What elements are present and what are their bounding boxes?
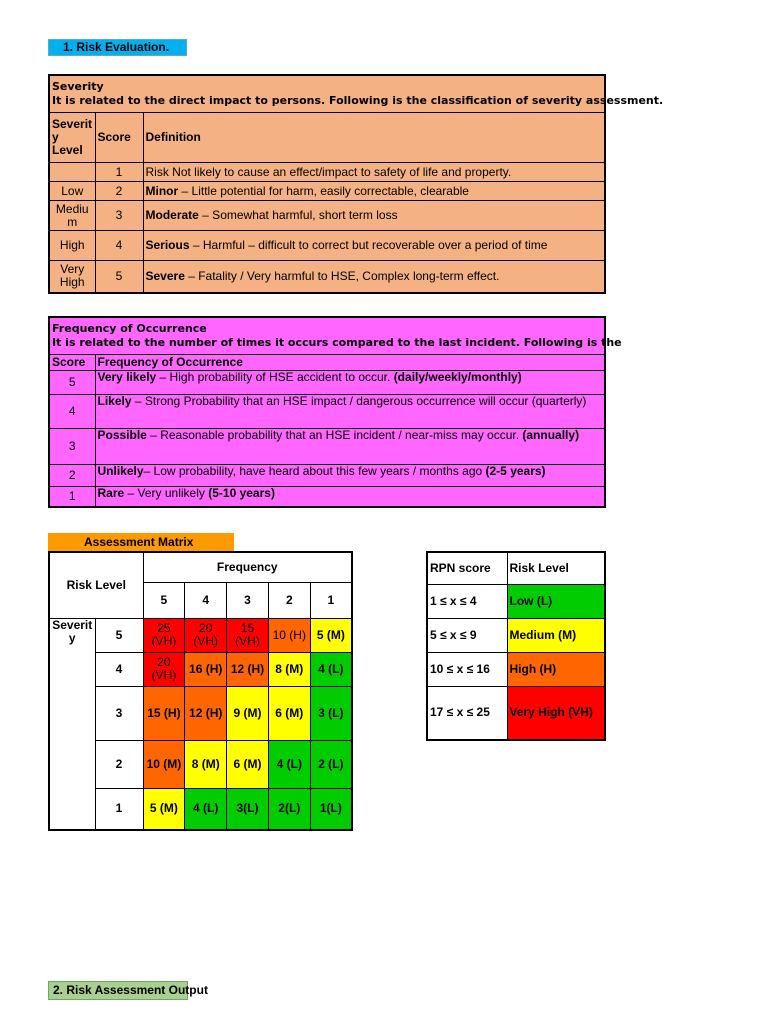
frequency-score: 3 <box>49 429 95 465</box>
severity-row <box>49 231 605 261</box>
severity-row <box>49 182 605 201</box>
section-2-heading: 2. Risk Assessment Output <box>48 981 188 1000</box>
severity-term: Moderate <box>145 208 199 222</box>
severity-term: Serious <box>145 238 190 252</box>
frequency-period: (5-10 years) <box>208 486 275 500</box>
rpn-level: Medium (M) <box>507 618 605 652</box>
severity-row <box>49 261 605 293</box>
frequency-col-occurrence: Frequency of Occurrence <box>95 355 605 371</box>
matrix-cell: 6 (M) <box>227 740 269 788</box>
severity-table <box>48 74 664 294</box>
matrix-cell: 8 (M) <box>185 740 227 788</box>
matrix-cell: 4 (L) <box>310 652 352 686</box>
matrix-cell: 12 (H) <box>185 686 227 740</box>
frequency-definition <box>95 487 605 507</box>
rpn-level: High (H) <box>507 652 605 686</box>
rpn-range: 10 ≤ x ≤ 16 <box>427 652 507 686</box>
severity-definition-text: – Harmful – difficult to correct but recoverable over a period of time <box>189 238 548 252</box>
frequency-definition <box>95 465 605 487</box>
frequency-period: (2-5 years) <box>485 464 546 478</box>
frequency-term: Unlikely <box>97 464 144 478</box>
matrix-cell: 5 (M) <box>143 788 185 830</box>
frequency-definition <box>95 371 605 395</box>
matrix-cell: 6 (M) <box>268 686 310 740</box>
rpn-range: 5 ≤ x ≤ 9 <box>427 618 507 652</box>
rpn-table <box>426 551 606 741</box>
frequency-header <box>49 317 622 355</box>
frequency-col-score: Score <box>49 355 95 371</box>
severity-header <box>49 75 664 113</box>
frequency-definition-text: – Very unlikely <box>124 486 209 500</box>
severity-row <box>49 163 605 182</box>
severity-row-header: 2 <box>95 740 143 788</box>
matrix-cell: 15 (VH) <box>227 618 269 652</box>
frequency-period: (daily/weekly/monthly) <box>393 370 522 384</box>
section-1-heading: 1. Risk Evaluation. <box>48 39 187 56</box>
severity-score: 3 <box>95 201 143 231</box>
frequency-score: 1 <box>49 487 95 507</box>
frequency-definition <box>95 429 605 465</box>
matrix-cell: 9 (M) <box>227 686 269 740</box>
severity-col-level: Severit y Level <box>49 113 95 163</box>
frequency-description: It is related to the number of times it occurs compared to the last incident. Following is the <box>52 336 622 349</box>
matrix-cell: 3 (L) <box>310 686 352 740</box>
frequency-period: (annually) <box>522 428 580 442</box>
matrix-cell: 12 (H) <box>227 652 269 686</box>
risk-level-label: Risk Level <box>49 552 143 618</box>
frequency-row <box>49 487 605 507</box>
severity-definition <box>143 231 605 261</box>
severity-definition-text: Risk Not likely to cause an effect/impact to safety of life and property. <box>145 164 512 179</box>
severity-title: Severity <box>52 80 104 93</box>
severity-level <box>49 163 95 182</box>
severity-definition-text: – Fatality / Very harmful to HSE, Complex long-term effect. <box>184 268 500 283</box>
matrix-cell: 20 (VH) <box>143 652 185 686</box>
rpn-level: Very High (VH) <box>507 686 605 740</box>
severity-level: Low <box>49 182 95 201</box>
severity-term: Severe <box>145 268 185 283</box>
severity-score: 5 <box>95 261 143 293</box>
frequency-term: Rare <box>97 486 125 500</box>
matrix-cell: 20 (VH) <box>185 618 227 652</box>
assessment-matrix <box>48 551 353 831</box>
frequency-definition-text: – Reasonable probability that an HSE incident / near-miss may occur. <box>146 428 523 442</box>
matrix-cell: 10 (H) <box>268 618 310 652</box>
frequency-table <box>48 316 622 508</box>
severity-description: It is related to the direct impact to persons. Following is the classification of severity assessment. <box>52 94 664 107</box>
rpn-level: Low (L) <box>507 584 605 618</box>
frequency-score: 5 <box>49 371 95 395</box>
frequency-row <box>49 371 605 395</box>
frequency-row <box>49 395 605 429</box>
severity-row-header: 4 <box>95 652 143 686</box>
frequency-term: Likely <box>97 394 132 408</box>
severity-col-definition: Definition <box>143 113 605 163</box>
severity-definition <box>143 261 605 293</box>
frequency-definition <box>95 395 605 429</box>
matrix-cell: 4 (L) <box>185 788 227 830</box>
severity-definition <box>143 182 605 201</box>
severity-axis-label: Severit y <box>49 618 95 830</box>
matrix-cell: 1(L) <box>310 788 352 830</box>
matrix-cell: 5 (M) <box>310 618 352 652</box>
matrix-cell: 8 (M) <box>268 652 310 686</box>
severity-definition-text: – Somewhat harmful, short term loss <box>198 208 398 222</box>
frequency-term: Very likely <box>97 370 157 384</box>
severity-row <box>49 201 605 231</box>
frequency-score: 4 <box>49 395 95 429</box>
severity-row-header: 5 <box>95 618 143 652</box>
severity-level: Very High <box>49 261 95 293</box>
frequency-row <box>49 429 605 465</box>
matrix-cell: 2(L) <box>268 788 310 830</box>
severity-score: 1 <box>95 163 143 182</box>
frequency-definition-text: – Strong Probability that an HSE impact / dangerous occurrence will occur (quarterly) <box>131 394 587 408</box>
frequency-row <box>49 465 605 487</box>
rpn-col-level: Risk Level <box>507 552 605 584</box>
severity-level: Mediu m <box>49 201 95 231</box>
matrix-cell: 10 (M) <box>143 740 185 788</box>
matrix-cell: 16 (H) <box>185 652 227 686</box>
frequency-col-header: 1 <box>310 582 352 618</box>
severity-score: 2 <box>95 182 143 201</box>
matrix-cell: 2 (L) <box>310 740 352 788</box>
matrix-cell: 25 (VH) <box>143 618 185 652</box>
matrix-cell: 3(L) <box>227 788 269 830</box>
severity-level: High <box>49 231 95 261</box>
frequency-col-header: 3 <box>227 582 269 618</box>
severity-score: 4 <box>95 231 143 261</box>
severity-term: Minor <box>145 183 179 198</box>
rpn-range: 17 ≤ x ≤ 25 <box>427 686 507 740</box>
rpn-col-score: RPN score <box>427 552 507 584</box>
severity-row-header: 3 <box>95 686 143 740</box>
frequency-title: Frequency of Occurrence <box>52 322 207 335</box>
frequency-definition-text: – High probability of HSE accident to occur. <box>156 370 394 384</box>
frequency-axis-label: Frequency <box>143 552 352 582</box>
matrix-cell: 4 (L) <box>268 740 310 788</box>
severity-definition-text: – Little potential for harm, easily correctable, clearable <box>178 183 469 198</box>
frequency-score: 2 <box>49 465 95 487</box>
severity-definition <box>143 201 605 231</box>
rpn-range: 1 ≤ x ≤ 4 <box>427 584 507 618</box>
severity-col-score: Score <box>95 113 143 163</box>
frequency-col-header: 5 <box>143 582 185 618</box>
frequency-col-header: 4 <box>185 582 227 618</box>
frequency-term: Possible <box>97 428 147 442</box>
frequency-col-header: 2 <box>268 582 310 618</box>
frequency-definition-text: – Low probability, have heard about this few years / months ago <box>143 464 486 478</box>
matrix-cell: 15 (H) <box>143 686 185 740</box>
severity-definition <box>143 163 605 182</box>
severity-row-header: 1 <box>95 788 143 830</box>
assessment-matrix-title: Assessment Matrix <box>48 533 234 551</box>
